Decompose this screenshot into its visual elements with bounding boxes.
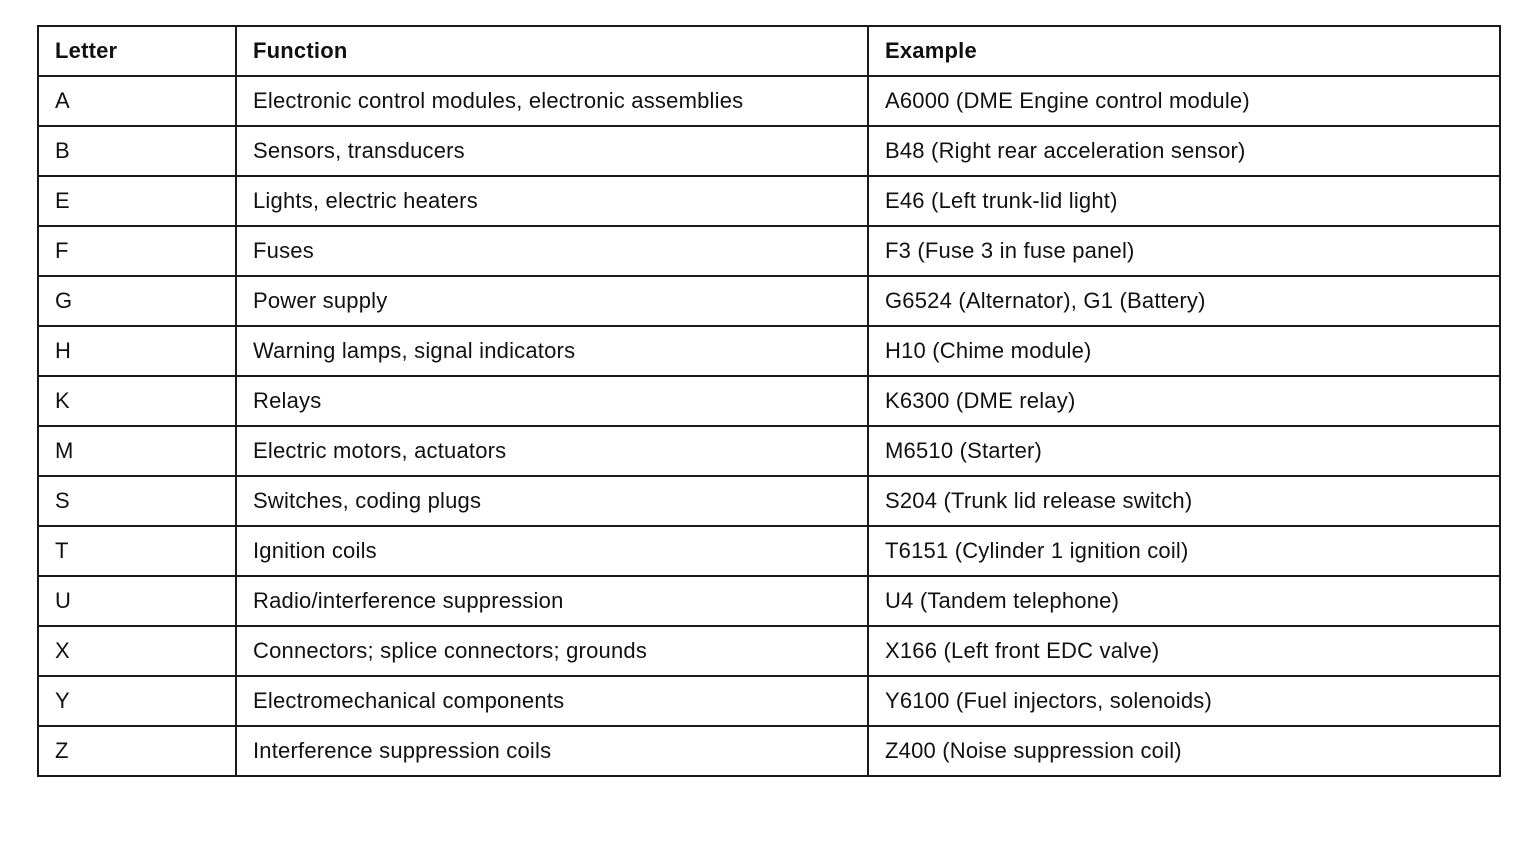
function-cell: Fuses <box>236 226 868 276</box>
function-cell: Relays <box>236 376 868 426</box>
example-cell: Y6100 (Fuel injectors, solenoids) <box>868 676 1500 726</box>
letter-cell: G <box>38 276 236 326</box>
function-cell: Power supply <box>236 276 868 326</box>
example-cell: B48 (Right rear acceleration sensor) <box>868 126 1500 176</box>
function-cell: Electromechanical components <box>236 676 868 726</box>
function-cell: Switches, coding plugs <box>236 476 868 526</box>
header-function: Function <box>236 26 868 76</box>
letter-cell: S <box>38 476 236 526</box>
table-row <box>38 576 1500 626</box>
table-row <box>38 326 1500 376</box>
letter-cell: T <box>38 526 236 576</box>
example-cell: S204 (Trunk lid release switch) <box>868 476 1500 526</box>
letter-cell: Z <box>38 726 236 776</box>
table-row <box>38 176 1500 226</box>
table-row <box>38 526 1500 576</box>
table-row <box>38 726 1500 776</box>
table-row <box>38 626 1500 676</box>
table-row <box>38 276 1500 326</box>
function-cell: Electric motors, actuators <box>236 426 868 476</box>
letter-cell: H <box>38 326 236 376</box>
table-row <box>38 426 1500 476</box>
letter-cell: Y <box>38 676 236 726</box>
example-cell: T6151 (Cylinder 1 ignition coil) <box>868 526 1500 576</box>
letter-cell: M <box>38 426 236 476</box>
component-letter-table <box>37 25 1501 777</box>
letter-cell: K <box>38 376 236 426</box>
example-cell: Z400 (Noise suppression coil) <box>868 726 1500 776</box>
example-cell: E46 (Left trunk-lid light) <box>868 176 1500 226</box>
table-row <box>38 126 1500 176</box>
function-cell: Radio/interference suppression <box>236 576 868 626</box>
example-cell: X166 (Left front EDC valve) <box>868 626 1500 676</box>
table-row <box>38 476 1500 526</box>
table-row <box>38 376 1500 426</box>
function-cell: Electronic control modules, electronic assemblies <box>236 76 868 126</box>
header-letter: Letter <box>38 26 236 76</box>
example-cell: K6300 (DME relay) <box>868 376 1500 426</box>
example-cell: M6510 (Starter) <box>868 426 1500 476</box>
header-example: Example <box>868 26 1500 76</box>
example-cell: H10 (Chime module) <box>868 326 1500 376</box>
letter-cell: F <box>38 226 236 276</box>
letter-cell: A <box>38 76 236 126</box>
example-cell: G6524 (Alternator), G1 (Battery) <box>868 276 1500 326</box>
example-cell: F3 (Fuse 3 in fuse panel) <box>868 226 1500 276</box>
example-cell: U4 (Tandem telephone) <box>868 576 1500 626</box>
function-cell: Warning lamps, signal indicators <box>236 326 868 376</box>
letter-cell: U <box>38 576 236 626</box>
letter-cell: X <box>38 626 236 676</box>
function-cell: Connectors; splice connectors; grounds <box>236 626 868 676</box>
letter-cell: B <box>38 126 236 176</box>
example-cell: A6000 (DME Engine control module) <box>868 76 1500 126</box>
function-cell: Interference suppression coils <box>236 726 868 776</box>
function-cell: Sensors, transducers <box>236 126 868 176</box>
function-cell: Lights, electric heaters <box>236 176 868 226</box>
table-row <box>38 226 1500 276</box>
function-cell: Ignition coils <box>236 526 868 576</box>
table-header-row <box>38 26 1500 76</box>
table-row <box>38 676 1500 726</box>
letter-cell: E <box>38 176 236 226</box>
table-row <box>38 76 1500 126</box>
